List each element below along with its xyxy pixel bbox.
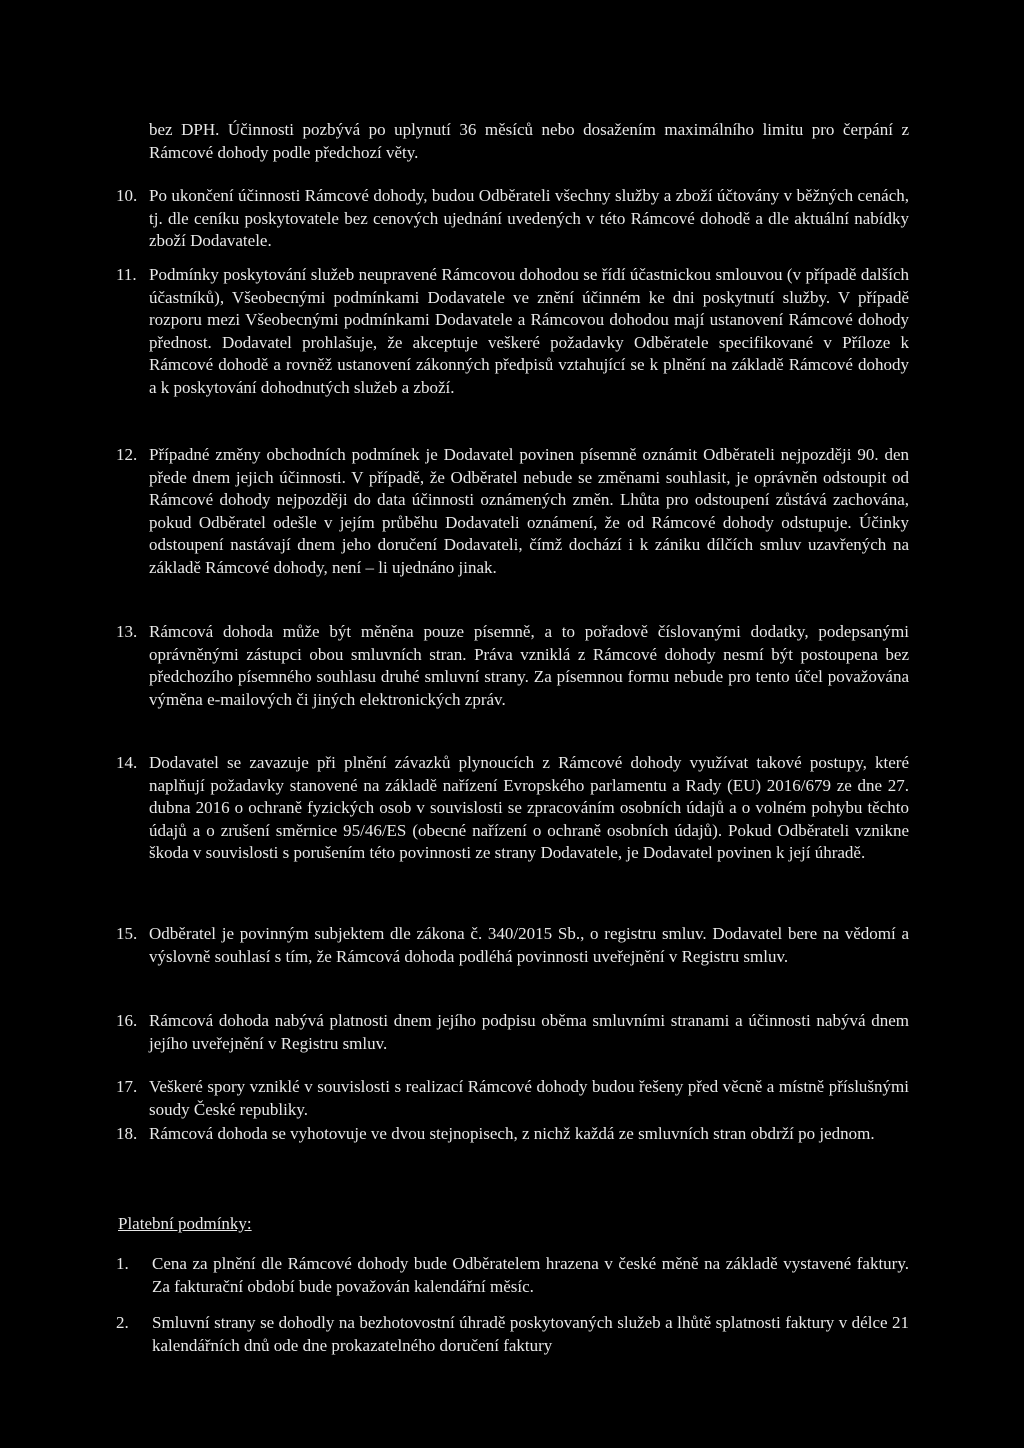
continuation-paragraph: bez DPH. Účinnosti pozbývá po uplynutí 36 měsíců nebo dosažením maximálního limitu pro čerpání z Rámcové dohody podle předchozí věty. [149,120,909,162]
clause-text: Rámcová dohoda může být měněna pouze písemně, a to pořadově číslovanými dodatky, podepsanými oprávněnými zástupci obou smluvních stran. Práva vzniklá z Rámcové dohody nesmí být postoupena bez předchozího písemného souhlasu druhé smluvní strany. Za písemnou formu nebude pro tento účel považována výměna e-mailových či jiných elektronických zpráv. [149,622,909,709]
clause-14 [116,752,909,865]
clause-number: 11. [116,265,137,284]
clause-number: 18. [116,1124,138,1143]
clause-12 [116,444,909,580]
payment-item-text: Cena za plnění dle Rámcové dohody bude Odběratelem hrazena v české měně na základě vystavené faktury. Za fakturační období bude považován kalendářní měsíc. [152,1254,909,1296]
clause-text: Případné změny obchodních podmínek je Dodavatel povinen písemně oznámit Odběrateli nejpozději 90. den přede dnem jejich účinnosti. V případě, že Odběratel nebude se změnami souhlasit, je oprávněn odstoupit od Rámcové dohody nejpozději do data účinnosti oznámených změn. Lhůta pro odstoupení zůstává zachována, pokud Odběratel odešle v jejím průběhu Dodavateli oznámení, že od Rámcové dohody odstupuje. Účinky odstoupení nastávají dnem jeho doručení Dodavateli, čímž dochází i k zániku dílčích smluv uzavřených na základě Rámcové dohody, není – li ujednáno jinak. [149,445,909,577]
clause-number: 16. [116,1011,138,1030]
clause-text: Rámcová dohoda se vyhotovuje ve dvou stejnopisech, z nichž každá ze smluvních stran obdrží po jednom. [149,1124,875,1143]
clause-number: 15. [116,924,138,943]
clause-text: Podmínky poskytování služeb neupravené Rámcovou dohodou se řídí účastnickou smlouvou (v případě dalších účastníků), Všeobecnými podmínkami Dodavatele ve znění účinném ke dni poskytnutí služby. V případě rozporu mezi Všeobecnými podmínkami Dodavatele a Rámcovou dohodou mají ustanovení Rámcové dohody přednost. Dodavatel prohlašuje, že akceptuje veškeré požadavky Odběratele specifikované v Příloze k Rámcové dohodě a rovněž ustanovení zákonných předpisů vztahující se k plnění na základě Rámcové dohody a k poskytování dohodnutých služeb a zboží. [149,265,909,397]
payment-item-1 [116,1253,909,1298]
clause-text: Odběratel je povinným subjektem dle zákona č. 340/2015 Sb., o registru smluv. Dodavatel bere na vědomí a výslovně souhlasí s tím, že Rámcová dohoda podléhá povinnosti uveřejnění v Registru smluv. [149,924,909,966]
payment-item-number: 2. [116,1313,129,1332]
clause-18 [116,1123,909,1146]
clause-16 [116,1010,909,1055]
clause-text: Dodavatel se zavazuje při plnění závazků plynoucích z Rámcové dohody využívat takové postupy, které naplňují požadavky stanovené na základě nařízení Evropského parlamentu a Rady (EU) 2016/679 ze dne 27. dubna 2016 o ochraně fyzických osob v souvislosti se zpracováním osobních údajů a o volném pohybu těchto údajů a o zrušení směrnice 95/46/ES (obecné nařízení o ochraně osobních údajů). Pokud Odběrateli vznikne škoda v souvislosti s porušením této povinnosti ze strany Dodavatele, je Dodavatel povinen k její úhradě. [149,753,909,863]
clause-number: 10. [116,186,138,205]
clause-17 [116,1076,909,1121]
clause-11 [116,264,909,400]
payment-item-text: Smluvní strany se dohodly na bezhotovostní úhradě poskytovaných služeb a lhůtě splatnosti faktury v délce 21 kalendářních dnů ode dne prokazatelného doručení faktury [152,1313,909,1355]
payment-terms-heading: Platební podmínky: [118,1214,252,1233]
clause-13 [116,621,909,711]
clause-text: Rámcová dohoda nabývá platnosti dnem jejího podpisu oběma smluvními stranami a účinnosti nabývá dnem jejího uveřejnění v Registru smluv. [149,1011,909,1053]
clause-number: 14. [116,753,138,772]
payment-item-2 [116,1312,909,1357]
clause-15 [116,923,909,968]
clause-10 [116,185,909,253]
clause-text: Veškeré spory vzniklé v souvislosti s realizací Rámcové dohody budou řešeny před věcně a místně příslušnými soudy České republiky. [149,1077,909,1119]
clause-number: 13. [116,622,138,641]
clause-number: 12. [116,445,138,464]
payment-item-number: 1. [116,1254,129,1273]
clause-text: Po ukončení účinnosti Rámcové dohody, budou Odběrateli všechny služby a zboží účtovány v běžných cenách, tj. dle ceníku poskytovatele bez cenových ujednání uvedených v této Rámcové dohodě a dle aktuální nabídky zboží Dodavatele. [149,186,909,251]
clause-number: 17. [116,1077,138,1096]
